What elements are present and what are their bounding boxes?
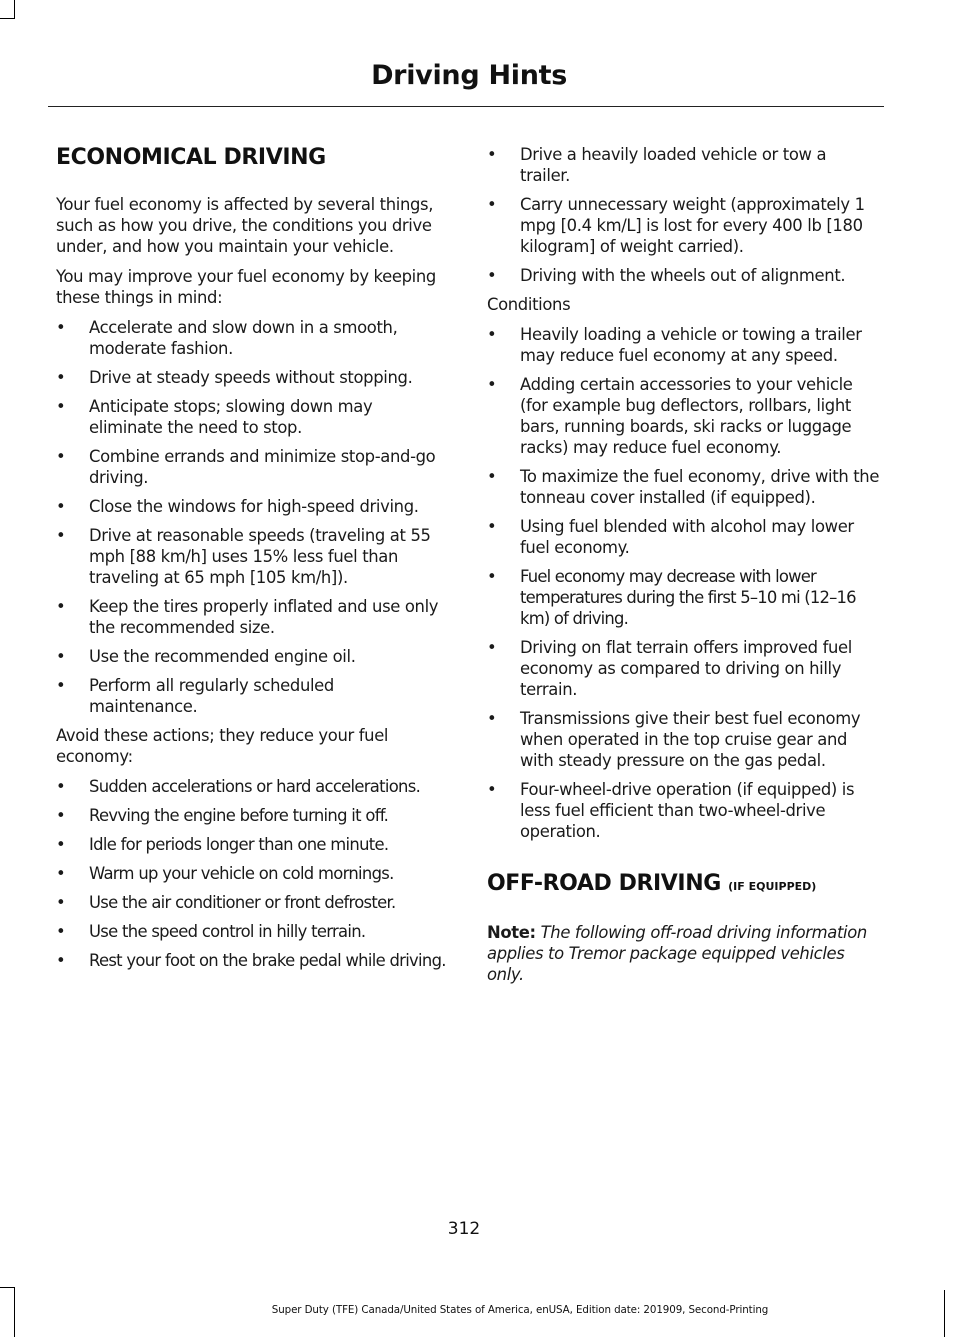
list-item: • Adding certain accessories to your vehicle (for example bug deflectors, rollbars, light bars, running boards, ski racks or luggage racks) may reduce fuel economy. <box>487 375 853 457</box>
list-item: • Using fuel blended with alcohol may lower fuel economy. <box>487 517 854 557</box>
header-divider <box>48 106 884 107</box>
bullet-icon: • <box>56 834 65 854</box>
list-item: • To maximize the fuel economy, drive with the tonneau cover installed (if equipped). <box>487 467 880 507</box>
tips-intro-paragraph: You may improve your fuel economy by keeping these things in mind: <box>56 266 436 307</box>
list-item: • Transmissions give their best fuel economy when operated in the top cruise gear and with steady pressure on the gas pedal. <box>487 709 861 770</box>
tips-list <box>56 317 446 717</box>
section-heading-economical-driving: ECONOMICAL DRIVING <box>56 145 326 170</box>
bullet-icon: • <box>487 375 497 394</box>
bullet-icon: • <box>487 567 496 586</box>
bullet-icon: • <box>56 525 66 545</box>
bullet-icon: • <box>56 921 65 941</box>
avoid-list <box>56 776 446 971</box>
list-item: • Anticipate stops; slowing down may eliminate the need to stop. <box>56 396 373 437</box>
bullet-icon: • <box>487 467 497 486</box>
bullet-icon: • <box>56 646 66 666</box>
crop-mark-bottom-left-h <box>0 1287 15 1288</box>
bullet-icon: • <box>487 195 497 214</box>
list-item: • Use the recommended engine oil. <box>56 646 356 666</box>
page-header-title: Driving Hints <box>371 60 567 91</box>
list-item: • Drive at reasonable speeds (traveling at 55 mph [88 km/h] uses 15% less fuel than traveling at 65 mph [105 km/h]). <box>56 525 431 587</box>
list-item: • Sudden accelerations or hard accelerations. <box>56 776 421 796</box>
page-number: 312 <box>447 1219 481 1239</box>
list-item: • Warm up your vehicle on cold mornings. <box>56 863 394 883</box>
bullet-icon: • <box>487 325 497 344</box>
list-item: • Use the speed control in hilly terrain. <box>56 921 366 941</box>
bullet-icon: • <box>56 496 66 516</box>
bullet-icon: • <box>487 266 497 285</box>
list-item: • Accelerate and slow down in a smooth, moderate fashion. <box>56 317 398 358</box>
bullet-icon: • <box>487 780 497 799</box>
list-item: • Heavily loading a vehicle or towing a trailer may reduce fuel economy at any speed. <box>487 325 862 365</box>
list-item: • Revving the engine before turning it off. <box>56 805 389 825</box>
bullet-icon: • <box>56 950 65 970</box>
list-item: • Driving with the wheels out of alignment. <box>487 266 846 285</box>
bullet-icon: • <box>56 596 66 616</box>
list-item: • Fuel economy may decrease with lower temperatures during the first 5–10 mi (12–16 km) of driving. <box>487 567 856 628</box>
list-item: • Close the windows for high-speed driving. <box>56 496 419 516</box>
bullet-icon: • <box>56 776 65 796</box>
note-label: Note: <box>487 922 536 942</box>
note-paragraph <box>487 922 881 985</box>
bullet-icon: • <box>56 446 66 466</box>
bullet-icon: • <box>56 367 66 387</box>
bullet-icon: • <box>487 145 497 164</box>
bullet-icon: • <box>56 675 66 695</box>
bullet-icon: • <box>56 396 66 416</box>
list-item: • Drive a heavily loaded vehicle or tow a trailer. <box>487 145 827 185</box>
left-column <box>56 144 446 979</box>
section-heading-off-road-driving: OFF-ROAD DRIVING (IF EQUIPPED) <box>487 871 817 896</box>
conditions-list <box>487 324 881 842</box>
intro-paragraph: Your fuel economy is affected by several things, such as how you drive, the conditions you drive under, and how you maintain your vehicle. <box>56 194 434 256</box>
edition-footer: Super Duty (TFE) Canada/United States of America, enUSA, Edition date: 201909, Second-Printing <box>271 1304 769 1316</box>
list-item: • Driving on flat terrain offers improved fuel economy as compared to driving on hilly terrain. <box>487 638 852 699</box>
bullet-icon: • <box>56 892 65 912</box>
bullet-icon: • <box>56 863 65 883</box>
crop-mark-top-left-v <box>14 0 15 18</box>
if-equipped-qualifier: (IF EQUIPPED) <box>728 880 817 893</box>
list-item: • Carry unnecessary weight (approximately 1 mpg [0.4 km/L] is lost for every 400 lb [180 kilogram] of weight carried). <box>487 195 865 256</box>
bullet-icon: • <box>487 517 497 536</box>
avoid-list-continued <box>487 144 881 286</box>
bullet-icon: • <box>56 317 66 337</box>
list-item: • Rest your foot on the brake pedal while driving. <box>56 950 446 970</box>
bullet-icon: • <box>487 638 497 657</box>
avoid-intro-paragraph: Avoid these actions; they reduce your fuel economy: <box>56 725 389 766</box>
list-item: • Idle for periods longer than one minute. <box>56 834 389 854</box>
note-text: The following off-road driving information applies to Tremor package equipped vehicles only. <box>487 922 867 984</box>
bullet-icon: • <box>487 709 497 728</box>
list-item: • Four-wheel-drive operation (if equipped) is less fuel efficient than two-wheel-drive operation. <box>487 780 855 841</box>
list-item: • Use the air conditioner or front defroster. <box>56 892 396 912</box>
list-item: • Drive at steady speeds without stopping. <box>56 367 413 387</box>
bullet-icon: • <box>56 805 65 825</box>
right-column <box>487 144 881 994</box>
conditions-label: Conditions <box>487 295 571 314</box>
list-item: • Keep the tires properly inflated and use only the recommended size. <box>56 596 439 637</box>
crop-mark-top-left-h <box>0 18 15 19</box>
list-item: • Combine errands and minimize stop-and-go driving. <box>56 446 436 487</box>
list-item: • Perform all regularly scheduled maintenance. <box>56 675 334 716</box>
